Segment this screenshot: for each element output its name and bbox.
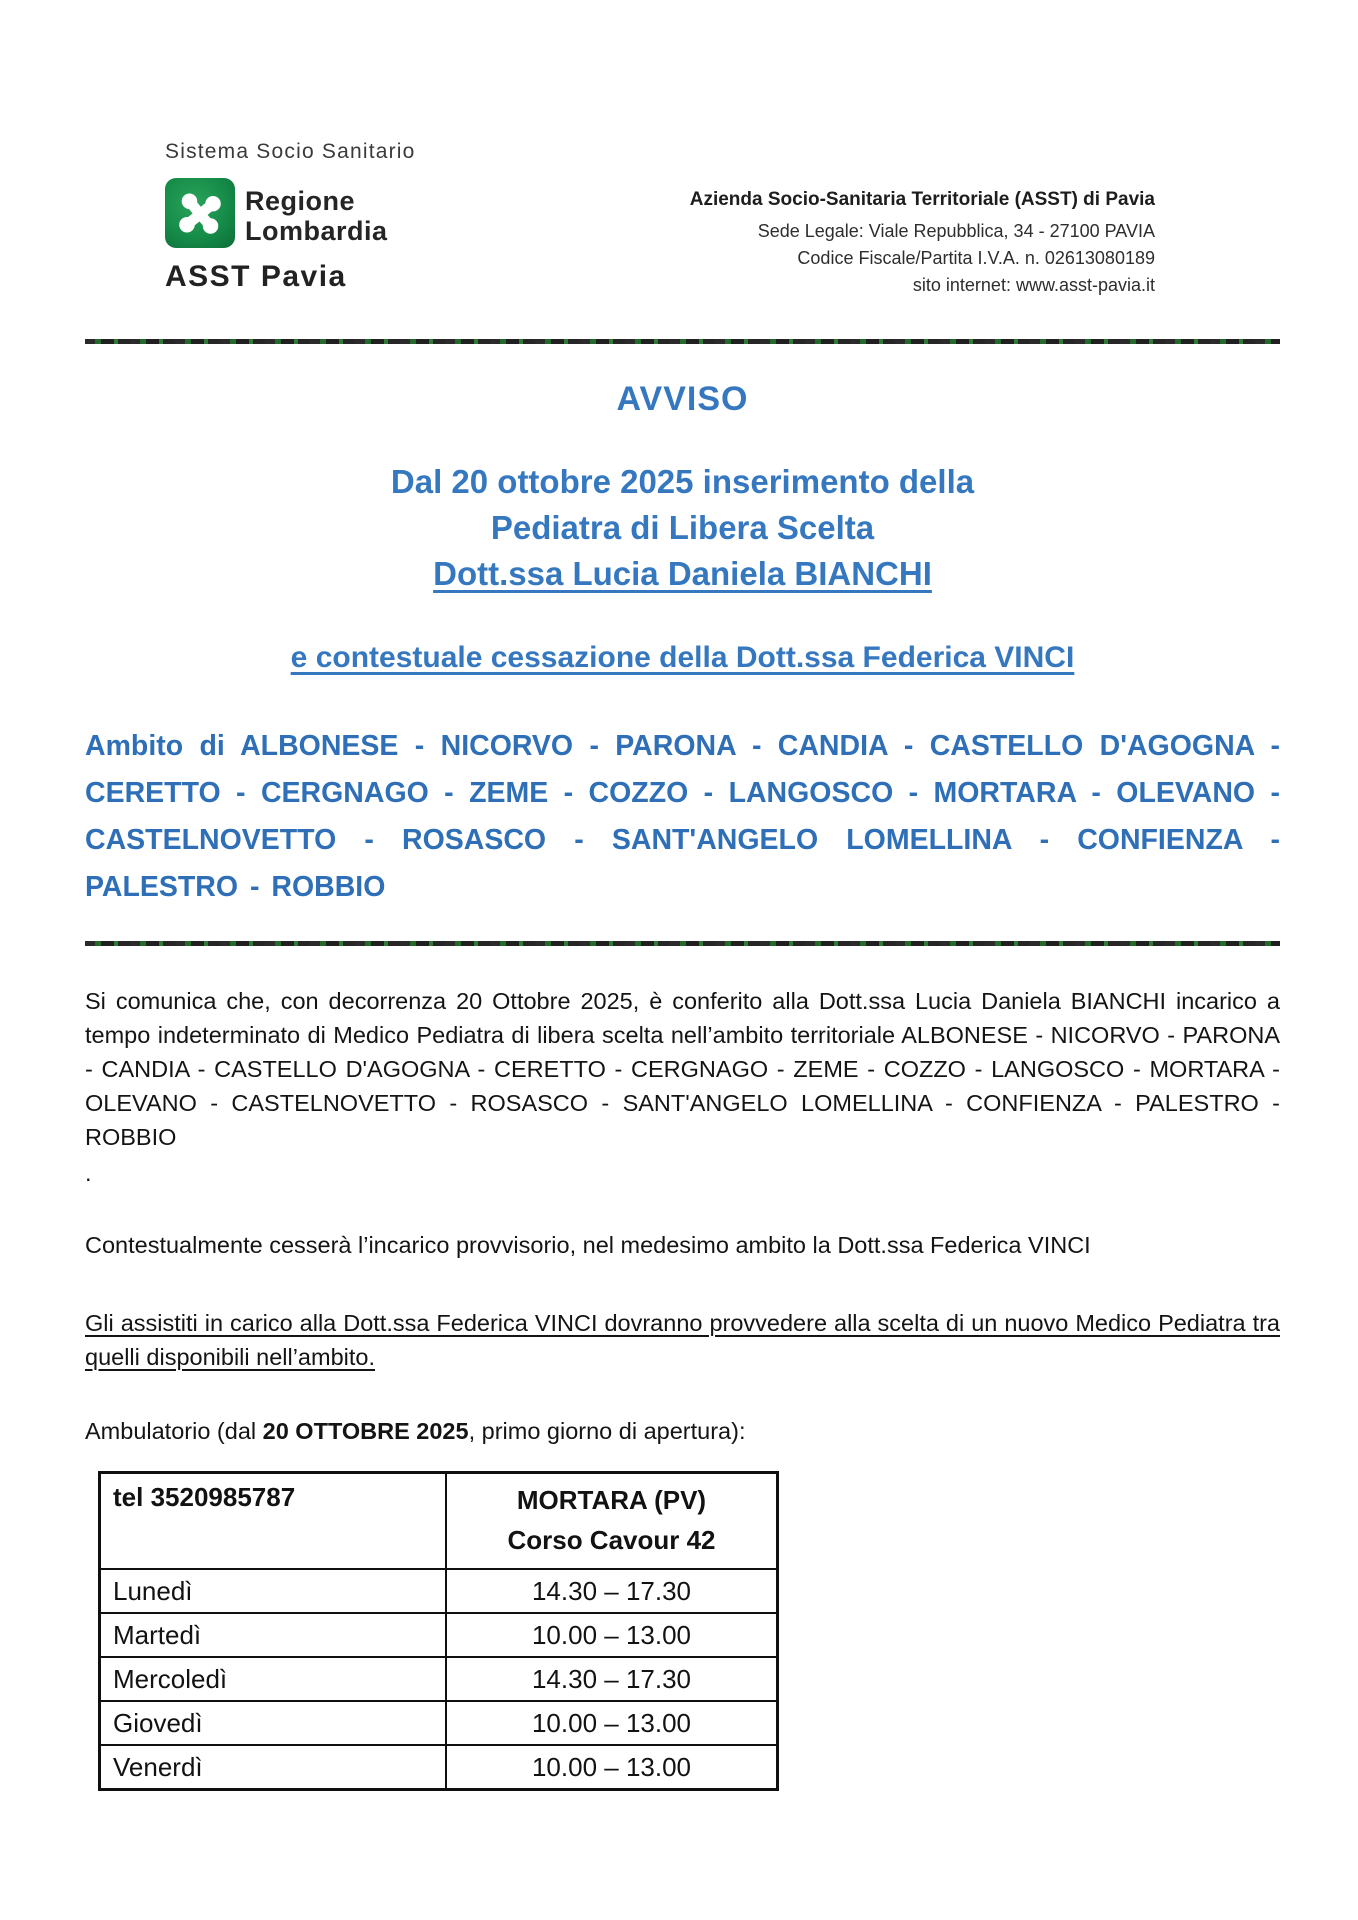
rosa-camuna-icon: [169, 182, 231, 244]
day-cell: Giovedì: [100, 1701, 447, 1745]
divider-line-middle: [85, 941, 1280, 946]
ambito-paragraph: Ambito di ALBONESE - NICORVO - PARONA - CANDIA - CASTELLO D'AGOGNA - CERETTO - CERGNAGO - ZEME - COZZO - LANGOSCO - MORTARA - OLEVANO - CASTELNOVETTO - ROSASCO - SANT'ANGELO LOMELLINA - CONFIENZA - PALESTRO - ROBBIO: [85, 730, 1280, 903]
notice-heading: [85, 459, 1280, 597]
legal-address: Sede Legale: Viale Repubblica, 34 - 27100 PAVIA: [757, 221, 1155, 241]
stray-period: .: [85, 1160, 92, 1186]
divider-line-top: [85, 339, 1280, 344]
phone-cell: tel 3520985787: [100, 1473, 447, 1570]
body-paragraph-2: Contestualmente cesserà l’incarico provvisorio, nel medesimo ambito la Dott.ssa Federica VINCI: [85, 1232, 1091, 1258]
day-cell: Venerdì: [100, 1745, 447, 1790]
table-row: [100, 1657, 778, 1701]
schedule-table: [98, 1471, 779, 1791]
table-row: [100, 1701, 778, 1745]
sistema-socio-sanitario-label: Sistema Socio Sanitario: [165, 140, 416, 163]
day-cell: Lunedì: [100, 1569, 447, 1613]
hours-cell: 10.00 – 13.00: [446, 1701, 778, 1745]
location-street: Corso Cavour 42: [507, 1525, 716, 1555]
website-url: sito internet: www.asst-pavia.it: [912, 275, 1155, 295]
notice-heading-doctor-name: Dott.ssa Lucia Daniela BIANCHI: [433, 555, 932, 592]
regione-lombardia-logo-row: [165, 178, 416, 248]
location-cell: [446, 1473, 778, 1570]
lombardia-line: Lombardia: [245, 216, 388, 246]
table-row: [100, 1613, 778, 1657]
hours-cell: 10.00 – 13.00: [446, 1745, 778, 1790]
org-name: Azienda Socio-Sanitaria Territoriale (ASST) di Pavia: [689, 189, 1155, 210]
table-row: [100, 1745, 778, 1790]
notice-heading-line-1: Dal 20 ottobre 2025 inserimento della: [390, 463, 975, 500]
day-cell: Mercoledì: [100, 1657, 447, 1701]
table-header-row: [100, 1473, 778, 1570]
day-cell: Martedì: [100, 1613, 447, 1657]
header-left-block: [165, 0, 416, 299]
hours-cell: 10.00 – 13.00: [446, 1613, 778, 1657]
hours-cell: 14.30 – 17.30: [446, 1569, 778, 1613]
fiscal-code: Codice Fiscale/Partita I.V.A. n. 02613080189: [797, 248, 1155, 268]
hours-cell: 14.30 – 17.30: [446, 1657, 778, 1701]
notice-heading-line-2: Pediatra di Libera Scelta: [490, 509, 875, 546]
ambulatorio-text-pre: Ambulatorio (dal: [85, 1418, 263, 1444]
body-paragraph-1: Si comunica che, con decorrenza 20 Ottobre 2025, è conferito alla Dott.ssa Lucia Daniela BIANCHI incarico a tempo indeterminato di Medico Pediatra di libera scelta nell’ambito territoriale ALBONESE - NICORVO - PARONA - CANDIA - CASTELLO D'AGOGNA - CERETTO - CERGNAGO - ZEME - COZZO - LANGOSCO - MORTARA - OLEVANO - CASTELNOVETTO - ROSASCO - SANT'ANGELO LOMELLINA - CONFIENZA - PALESTRO - ROBBIO: [85, 988, 1280, 1150]
ambulatorio-line: [85, 1418, 1280, 1445]
body-paragraph-3-underlined: Gli assistiti in carico alla Dott.ssa Federica VINCI dovranno provvedere alla scelta di un nuovo Medico Pediatra tra quelli disponibili nell’ambito.: [85, 1310, 1280, 1370]
document-header: [85, 0, 1280, 299]
notice-subheading: e contestuale cessazione della Dott.ssa Federica VINCI: [290, 641, 1075, 674]
regione-lombardia-label: [245, 178, 388, 246]
location-city: MORTARA (PV): [516, 1485, 707, 1515]
notice-title: AVVISO: [616, 380, 749, 418]
asst-pavia-label: ASST Pavia: [165, 260, 347, 293]
regione-lombardia-logo: [165, 178, 235, 248]
regione-line: Regione: [245, 186, 356, 216]
header-right-block: [690, 0, 1155, 299]
table-row: [100, 1569, 778, 1613]
ambulatorio-text-post: , primo giorno di apertura):: [468, 1418, 746, 1444]
ambulatorio-date-bold: 20 OTTOBRE 2025: [262, 1418, 469, 1444]
